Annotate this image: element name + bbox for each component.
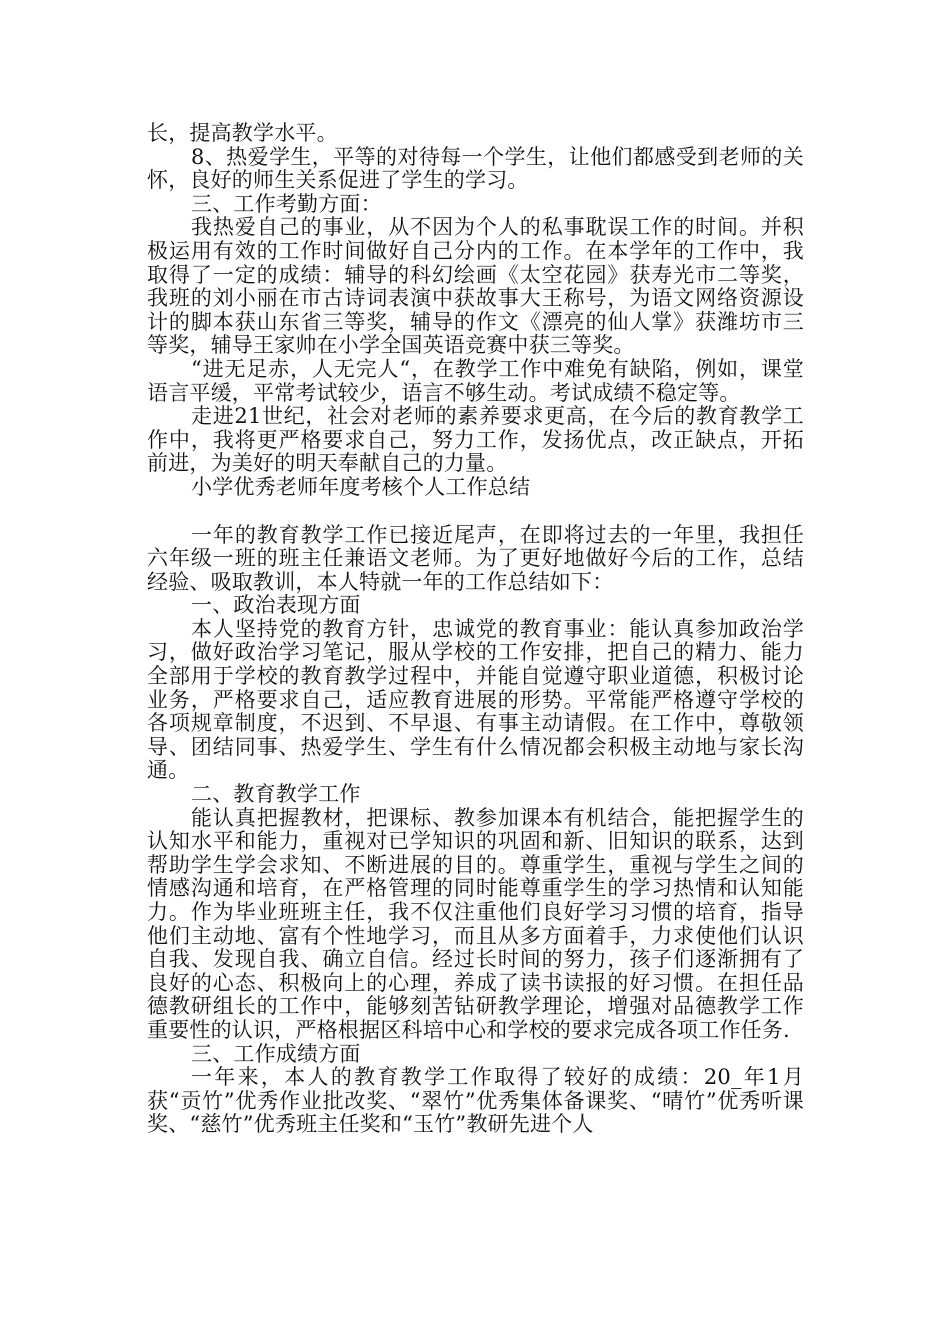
document-title: 小学优秀老师年度考核个人工作总结 bbox=[191, 474, 531, 499]
paragraph-attendance: 我热爱自己的事业，从不因为个人的私事耽误工作的时间。并积极运用有效的工作时间做好自己分内的工作。在本学年的工作中，我取得了一定的成绩：辅导的科幻绘画《太空花园》获寿光市二等奖，我班的刘小丽在市古诗词表演中获故事大王称号，为语文网络资源设计的脚本获山东省三等奖，辅导的作文《漂亮的仙人掌》获潍坊市三等奖，辅导王家帅在小学全国英语竞赛中获三等奖。 bbox=[147, 215, 804, 358]
document-body bbox=[147, 122, 804, 1137]
section-heading-politics: 一、政治表现方面 bbox=[191, 593, 361, 618]
paragraph-teaching: 能认真把握教材，把课标、教参加课本有机结合，能把握学生的认知水平和能力，重视对已学知识的巩固和新、旧知识的联系，达到帮助学生学会求知、不断进展的目的。尊重学生，重视与学生之间的情感沟通和培育，在严格管理的同时能尊重学生的学习热情和认知能力。作为毕业班班主任，我不仅注重他们良好学习习惯的培育，指导他们主动地、富有个性地学习，而且从多方面着手，力求使他们认识自我、发现自我、确立自信。经过长时间的努力，孩子们逐渐拥有了良好的心态、积极向上的心理，养成了读书读报的好习惯。在担任品德教研组长的工作中，能够刻苦钻研教学理论，增强对品德教学工作重要性的认识，严格根据区科培中心和学校的要求完成各项工作任务. bbox=[147, 805, 804, 1042]
section-heading-teaching: 二、教育教学工作 bbox=[191, 782, 361, 807]
section-heading-achievements: 三、工作成绩方面 bbox=[191, 1041, 361, 1066]
blank-line bbox=[147, 500, 804, 524]
paragraph-shortcomings: “进无足赤，人无完人“，在教学工作中难免有缺陷，例如，课堂语言平缓，平常考试较少，语言不够生动。考试成绩不稳定等。 bbox=[147, 356, 804, 405]
section-heading-attendance: 三、工作考勤方面： bbox=[191, 191, 382, 216]
paragraph-achievements: 一年来，本人的教育教学工作取得了较好的成绩：20_年1月获“贡竹”优秀作业批改奖、“翠竹”优秀集体备课奖、“晴竹”优秀听课奖、“慈竹”优秀班主任奖和“玉竹”教研先进个人 bbox=[147, 1065, 804, 1137]
paragraph-politics: 本人坚持党的教育方针，忠诚党的教育事业：能认真参加政治学习，做好政治学习笔记，服从学校的工作安排，把自己的精力、能力全部用于学校的教育教学过程中，并能自觉遵守职业道德，积极讨论业务，严格要求自己，适应教育进展的形势。平常能严格遵守学校的各项规章制度，不迟到、不早退、有事主动请假。在工作中，尊敬领导、团结同事、热爱学生、学生有什么情况都会积极主动地与家长沟通。 bbox=[147, 616, 804, 783]
paragraph-outlook: 走进21世纪，社会对老师的素养要求更高，在今后的教育教学工作中，我将更严格要求自己，努力工作，发扬优点，改正缺点，开拓前进，为美好的明天奉献自己的力量。 bbox=[147, 404, 804, 476]
paragraph-intro: 一年的教育教学工作已接近尾声，在即将过去的一年里，我担任六年级一班的班主任兼语文老师。为了更好地做好今后的工作，总结经验、吸取教训，本人特就一年的工作总结如下： bbox=[147, 522, 804, 594]
paragraph-continuation: 长，提高教学水平。 bbox=[147, 121, 338, 145]
paragraph-item-8: 8、热爱学生，平等的对待每一个学生，让他们都感受到老师的关怀，良好的师生关系促进了学生的学习。 bbox=[147, 144, 804, 193]
